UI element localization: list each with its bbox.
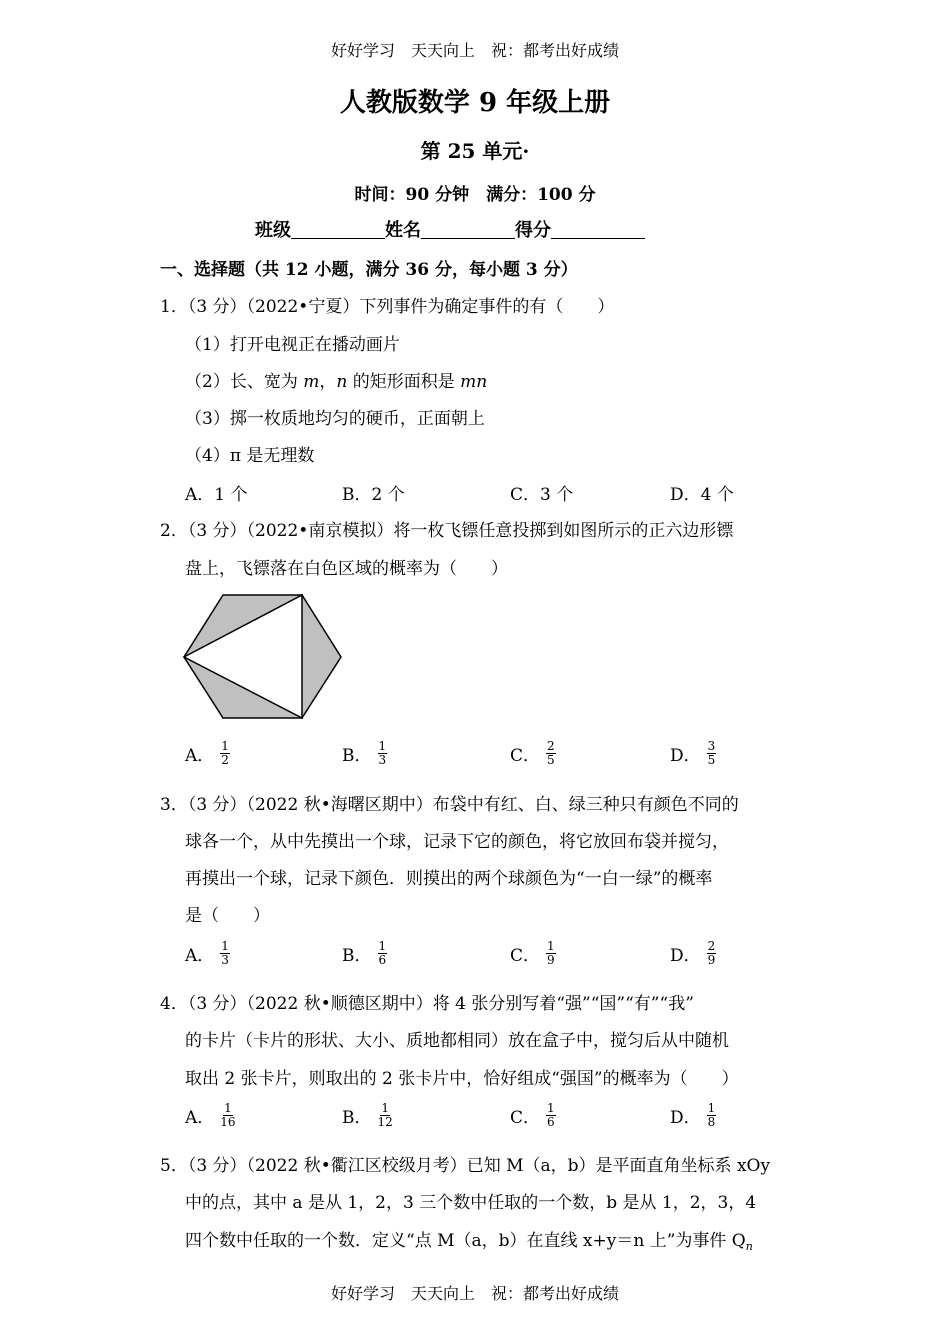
q4-option-d[interactable]: D． $\frac{1}{8}$ — [670, 1101, 716, 1129]
q4-line-2: 的卡片（卡片的形状、大小、质地都相同）放在盒子中，搅匀后从中随机 — [185, 1031, 729, 1051]
q1-item-3: （3）掷一枚质地均匀的硬币，正面朝上 — [185, 409, 485, 429]
q4-line-1: 4．（3 分）（2022 秋•顺德区期中）将 4 张分别写着“强”“国”“有”“我” — [160, 994, 694, 1014]
q2-option-c[interactable]: C． $\frac{2}{5}$ — [510, 739, 555, 767]
q3-option-a[interactable]: A． $\frac{1}{3}$ — [185, 939, 229, 967]
q4-option-a[interactable]: A． $\frac{1}{16}$ — [185, 1101, 236, 1129]
name-blank[interactable] — [421, 220, 515, 239]
q2-line-2: 盘上，飞镖落在白色区域的概率为（ ） — [185, 559, 508, 579]
q4-option-c[interactable]: C． $\frac{1}{6}$ — [510, 1101, 555, 1129]
q2-option-a[interactable]: A． $\frac{1}{2}$ — [185, 739, 229, 767]
q1-option-d[interactable]: D．4 个 — [670, 485, 734, 505]
exam-meta: 时间：90 分钟 满分：100 分 — [354, 185, 596, 205]
q5-line-2: 中的点，其中 a 是从 1，2，3 三个数中任取的一个数，b 是从 1，2，3，4 — [185, 1193, 757, 1213]
q1-option-a[interactable]: A．1 个 — [185, 485, 248, 505]
class-blank[interactable] — [291, 220, 385, 239]
class-label: 班级 — [255, 220, 291, 241]
q4-option-b[interactable]: B． $\frac{1}{12}$ — [342, 1101, 393, 1129]
q3-option-c[interactable]: C． $\frac{1}{9}$ — [510, 939, 555, 967]
q1-stem: 1．（3 分）（2022•宁夏）下列事件为确定事件的有（ ） — [160, 297, 615, 317]
q2-option-d[interactable]: D． $\frac{3}{5}$ — [670, 739, 716, 767]
q3-line-1: 3．（3 分）（2022 秋•海曙区期中）布袋中有红、白、绿三种只有颜色不同的 — [160, 795, 739, 815]
q1-option-c[interactable]: C．3 个 — [510, 485, 574, 505]
page-title: 人教版数学 9 年级上册 — [339, 88, 611, 118]
student-fields — [255, 216, 645, 242]
q3-line-2: 球各一个，从中先摸出一个球，记录下它的颜色，将它放回布袋并搅匀， — [185, 832, 729, 852]
page-header: 好好学习 天天向上 祝：都考出好成绩 — [330, 41, 619, 60]
section-heading: 一、选择题（共 12 小题，满分 36 分，每小题 3 分） — [160, 260, 578, 280]
q3-line-4: 是（ ） — [185, 906, 270, 926]
name-label: 姓名 — [385, 220, 421, 241]
q3-line-3: 再摸出一个球，记录下颜色．则摸出的两个球颜色为“一白一绿”的概率 — [185, 869, 713, 889]
q1-item-1: （1）打开电视正在播动画片 — [185, 335, 400, 355]
score-label: 得分 — [515, 220, 551, 241]
q5-line-1: 5．（3 分）（2022 秋•衢江区校级月考）已知 M（a，b）是平面直角坐标系 xOy — [160, 1156, 771, 1176]
q1-item-4: （4）π 是无理数 — [185, 446, 315, 466]
page-subtitle: 第 25 单元· — [420, 139, 530, 163]
q2-option-b[interactable]: B． $\frac{1}{3}$ — [342, 739, 387, 767]
q4-line-3: 取出 2 张卡片，则取出的 2 张卡片中，恰好组成“强国”的概率为（ ） — [185, 1069, 739, 1089]
q1-item-2: （2）长、宽为 m，n 的矩形面积是 mn — [185, 372, 488, 392]
score-blank[interactable] — [551, 220, 645, 239]
q3-option-b[interactable]: B． $\frac{1}{6}$ — [342, 939, 387, 967]
q3-option-d[interactable]: D． $\frac{2}{9}$ — [670, 939, 716, 967]
q5-line-3: 四个数中任取的一个数．定义“点 M（a，b）在直线 x+y＝n 上”为事件 $Q_n$ — [185, 1231, 753, 1253]
q2-line-1: 2．（3 分）（2022•南京模拟）将一枚飞镖任意投掷到如图所示的正六边形镖 — [160, 521, 734, 541]
hexagon-dartboard-figure — [180, 592, 346, 724]
q1-option-b[interactable]: B．2 个 — [342, 485, 405, 505]
page-footer: 好好学习 天天向上 祝：都考出好成绩 — [330, 1284, 619, 1303]
